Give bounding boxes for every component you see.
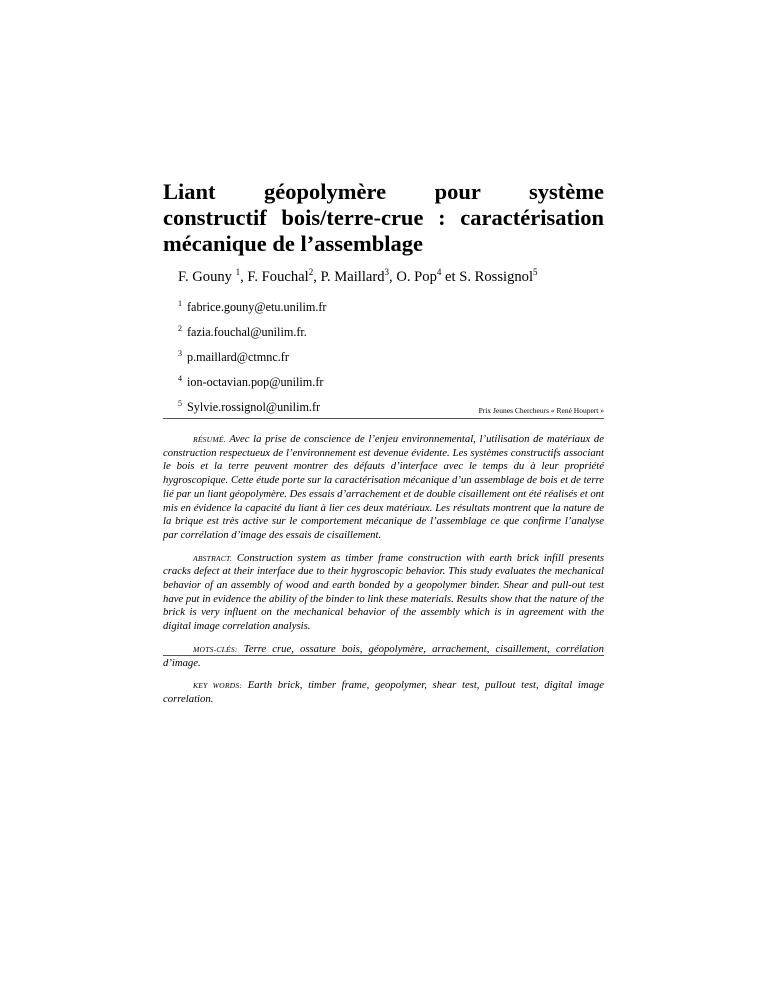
author-list: F. Gouny $^1$, F. Fouchal$^2$, P. Maillard$^3$, O. Pop$^4$ et S. Rossignol$^5$: [178, 267, 538, 285]
email-address[interactable]: fabrice.gouny@etu.unilim.fr: [187, 300, 327, 314]
email-item: $^1$ fabrice.gouny@etu.unilim.fr: [178, 299, 327, 314]
abstract-label: ABSTRACT.: [193, 553, 232, 563]
email-address[interactable]: fazia.fouchal@unilim.fr.: [187, 325, 307, 339]
prize-note: Prix Jeunes Chercheurs « René Houpert »: [163, 406, 604, 419]
abstract-paragraph: [163, 552, 604, 634]
resume-paragraph: [163, 433, 604, 543]
author-name: P. Maillard: [320, 269, 385, 285]
email-address[interactable]: p.maillard@ctmnc.fr: [187, 350, 289, 364]
author-name: F. Gouny: [178, 269, 236, 285]
keywords-label: KEY WORDS:: [193, 681, 243, 691]
title-line-3: mécanique de l’assemblage: [163, 231, 423, 256]
paper-title: [163, 179, 604, 257]
email-item: $^3$ p.maillard@ctmnc.fr: [178, 349, 289, 364]
email-item: $^5$ Sylvie.rossignol@unilim.fr: [178, 399, 321, 414]
author-affiliation: 1: [235, 267, 241, 277]
author-affiliation: 5: [533, 267, 538, 277]
resume-label: RÉSUMÉ.: [193, 435, 226, 444]
abstract-text: Construction system as timber frame construction with earth brick infill presents cracks defect at their interface due to their hygroscopic behavior. This study evaluates the mechanical behavior of an assembly of wood and earth bonded by a geopolymer binder. Shear and pull-out test have put in evidence the ability of the binder to link these materials. Results show that the nature of the brick is very influent on the mechanical behavior of the assembly which is in agreement with the digital image correlation analysis.: [163, 551, 604, 633]
abstract-block: [163, 433, 604, 716]
resume-text: Avec la prise de conscience de l’enjeu environnemental, l’utilisation de matériaux de construction respectueux de l’environnement est devenue évidente. Les systèmes constructifs associant le bois et la terre peuvent montrer des défauts d’interface avec le temps du à leur propriété hygroscopique. Cette étude porte sur la caractérisation mécanique d’un assemblage de bois et de terre lié par un liant géopolymère. Des essais d’arrachement et de double cisaillement ont été réalisés et ont mis en évidence la capacité du liant à lier ces deux matériaux. Les résultats montrent que la nature de la brique est très active sur le comportement mécanique de l’assemblage ce que confirme l’analyse par corrélation d’image des essais de cisaillement.: [163, 433, 604, 541]
email-item: $^2$ fazia.fouchal@unilim.fr.: [178, 324, 307, 339]
keywords-text: Earth brick, timber frame, geopolymer, shear test, pullout test, digital image correlation.: [163, 679, 604, 705]
motscles-label: MOTS-CLÉS:: [193, 644, 238, 654]
title-line-1: Liant géopolymère pour système: [163, 179, 604, 204]
author-affiliation: 2: [308, 267, 314, 277]
author-name: O. Pop: [396, 269, 437, 285]
email-item: $^4$ ion-octavian.pop@unilim.fr: [178, 374, 324, 389]
author-name: F. Fouchal: [247, 269, 309, 285]
keywords-paragraph: [163, 679, 604, 706]
title-line-2: constructif bois/terre-crue : caractérisation: [163, 205, 604, 230]
email-address[interactable]: Sylvie.rossignol@unilim.fr: [187, 400, 321, 414]
email-address[interactable]: ion-octavian.pop@unilim.fr: [187, 375, 324, 389]
motscles-text: Terre crue, ossature bois, géopolymère, arrachement, cisaillement, corrélation d’image.: [163, 642, 604, 669]
author-affiliation: 3: [384, 267, 390, 277]
author-affiliation: 4: [436, 267, 442, 277]
section-divider: [163, 655, 604, 656]
author-name: S. Rossignol: [459, 269, 534, 285]
motscles-paragraph: [163, 643, 604, 670]
